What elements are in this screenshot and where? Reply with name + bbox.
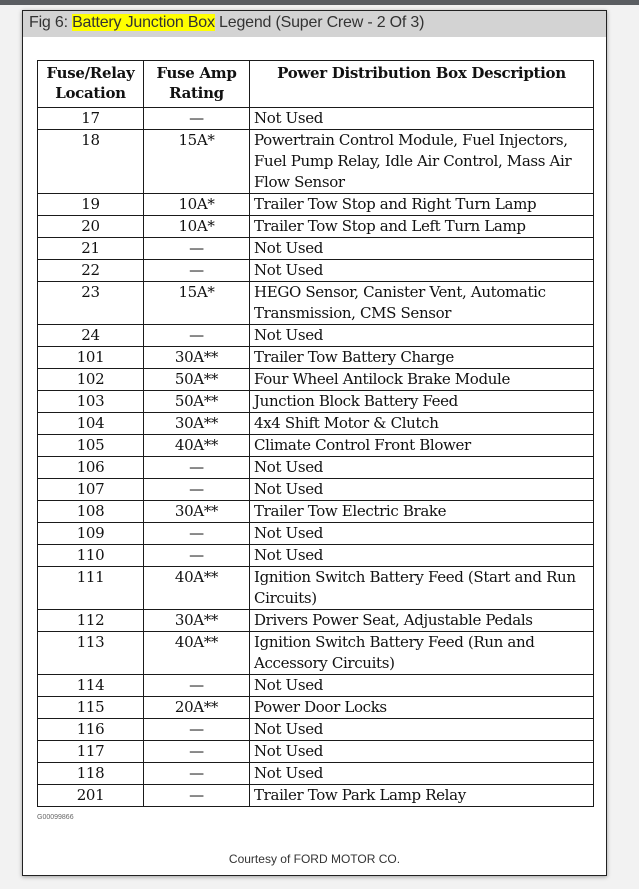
fuse-location-cell: 106 [38, 457, 144, 479]
description-cell: Not Used [250, 741, 594, 763]
fuse-location-cell: 107 [38, 479, 144, 501]
amp-rating-cell: — [144, 108, 250, 130]
table-row [38, 719, 594, 741]
title-highlight: Battery Junction Box [72, 14, 215, 31]
table-row [38, 216, 594, 238]
table-row [38, 391, 594, 413]
description-cell: Not Used [250, 325, 594, 347]
description-cell: Trailer Tow Battery Charge [250, 347, 594, 369]
courtesy-credit: Courtesy of FORD MOTOR CO. [228, 852, 401, 866]
header-location-line2: Location [55, 84, 126, 102]
table-row [38, 194, 594, 216]
description-cell: Ignition Switch Battery Feed (Run and Accessory Circuits) [250, 632, 594, 675]
amp-rating-cell: 40A** [144, 632, 250, 675]
table-row [38, 632, 594, 675]
table-row [38, 785, 594, 807]
fuse-location-cell: 22 [38, 260, 144, 282]
amp-rating-cell: 50A** [144, 369, 250, 391]
description-cell: Not Used [250, 108, 594, 130]
fuse-location-cell: 19 [38, 194, 144, 216]
amp-rating-cell: — [144, 675, 250, 697]
description-cell: Powertrain Control Module, Fuel Injectors, Fuel Pump Relay, Idle Air Control, Mass Air Flow Sensor [250, 130, 594, 194]
description-cell: Not Used [250, 763, 594, 785]
fuse-location-cell: 24 [38, 325, 144, 347]
table-row [38, 741, 594, 763]
table-header-row [38, 61, 594, 108]
amp-rating-cell: 50A** [144, 391, 250, 413]
description-cell: Four Wheel Antilock Brake Module [250, 369, 594, 391]
amp-rating-cell: 15A* [144, 282, 250, 325]
table-row [38, 523, 594, 545]
fuse-location-cell: 108 [38, 501, 144, 523]
fuse-location-cell: 104 [38, 413, 144, 435]
description-cell: Drivers Power Seat, Adjustable Pedals [250, 610, 594, 632]
table-row [38, 567, 594, 610]
fuse-location-cell: 118 [38, 763, 144, 785]
fuse-location-cell: 115 [38, 697, 144, 719]
table-row [38, 675, 594, 697]
amp-rating-cell: — [144, 479, 250, 501]
amp-rating-cell: 30A** [144, 413, 250, 435]
fuse-location-cell: 101 [38, 347, 144, 369]
fuse-location-cell: 113 [38, 632, 144, 675]
amp-rating-cell: — [144, 763, 250, 785]
fuse-location-cell: 117 [38, 741, 144, 763]
table-row [38, 501, 594, 523]
amp-rating-cell: 10A* [144, 194, 250, 216]
description-cell: Not Used [250, 238, 594, 260]
table-row [38, 238, 594, 260]
fuse-location-cell: 21 [38, 238, 144, 260]
description-cell: Trailer Tow Stop and Right Turn Lamp [250, 194, 594, 216]
fuse-location-cell: 102 [38, 369, 144, 391]
fuse-location-cell: 112 [38, 610, 144, 632]
amp-rating-cell: 20A** [144, 697, 250, 719]
description-cell: Not Used [250, 457, 594, 479]
amp-rating-cell: — [144, 260, 250, 282]
description-cell: Power Door Locks [250, 697, 594, 719]
amp-rating-cell: — [144, 457, 250, 479]
amp-rating-cell: 40A** [144, 567, 250, 610]
description-cell: Not Used [250, 479, 594, 501]
header-location [38, 61, 144, 108]
description-cell: Not Used [250, 523, 594, 545]
amp-rating-cell: — [144, 719, 250, 741]
description-cell: Trailer Tow Park Lamp Relay [250, 785, 594, 807]
description-cell: Junction Block Battery Feed [250, 391, 594, 413]
fuse-location-cell: 17 [38, 108, 144, 130]
table-body [38, 108, 594, 807]
description-cell: Trailer Tow Electric Brake [250, 501, 594, 523]
fuse-location-cell: 201 [38, 785, 144, 807]
graphic-code: G00099866 [37, 814, 74, 821]
table-row [38, 545, 594, 567]
fuse-location-cell: 116 [38, 719, 144, 741]
fuse-location-cell: 105 [38, 435, 144, 457]
table-row [38, 435, 594, 457]
amp-rating-cell: — [144, 238, 250, 260]
description-cell: Climate Control Front Blower [250, 435, 594, 457]
amp-rating-cell: — [144, 325, 250, 347]
description-cell: Trailer Tow Stop and Left Turn Lamp [250, 216, 594, 238]
table-row [38, 108, 594, 130]
table-row [38, 697, 594, 719]
description-cell: Not Used [250, 545, 594, 567]
header-description: Power Distribution Box Description [250, 61, 594, 108]
description-cell: Not Used [250, 719, 594, 741]
table-row [38, 457, 594, 479]
table-row [38, 282, 594, 325]
amp-rating-cell: 15A* [144, 130, 250, 194]
header-rating-line2: Rating [169, 84, 224, 102]
fuse-location-cell: 114 [38, 675, 144, 697]
table-row [38, 413, 594, 435]
figure-title [29, 14, 424, 32]
table-row [38, 130, 594, 194]
table-row [38, 479, 594, 501]
amp-rating-cell: — [144, 785, 250, 807]
amp-rating-cell: — [144, 523, 250, 545]
description-cell: HEGO Sensor, Canister Vent, Automatic Transmission, CMS Sensor [250, 282, 594, 325]
figure-card [22, 10, 607, 876]
amp-rating-cell: — [144, 545, 250, 567]
amp-rating-cell: 10A* [144, 216, 250, 238]
header-rating [144, 61, 250, 108]
table-row [38, 763, 594, 785]
table-row [38, 325, 594, 347]
fuse-location-cell: 23 [38, 282, 144, 325]
table-row [38, 260, 594, 282]
amp-rating-cell: 40A** [144, 435, 250, 457]
title-suffix: Legend (Super Crew - 2 Of 3) [214, 14, 425, 31]
fuse-location-cell: 109 [38, 523, 144, 545]
amp-rating-cell: 30A** [144, 501, 250, 523]
description-cell: Not Used [250, 260, 594, 282]
fuse-location-cell: 110 [38, 545, 144, 567]
amp-rating-cell: 30A** [144, 610, 250, 632]
table-row [38, 369, 594, 391]
description-cell: Ignition Switch Battery Feed (Start and Run Circuits) [250, 567, 594, 610]
header-location-line1: Fuse/Relay [46, 64, 135, 82]
fuse-location-cell: 103 [38, 391, 144, 413]
amp-rating-cell: — [144, 741, 250, 763]
table-row [38, 610, 594, 632]
table-row [38, 347, 594, 369]
figure-title-bar [23, 11, 606, 37]
description-cell: 4x4 Shift Motor & Clutch [250, 413, 594, 435]
fuse-legend-table [37, 60, 594, 807]
fuse-location-cell: 18 [38, 130, 144, 194]
title-prefix: Fig 6: [29, 14, 73, 31]
description-cell: Not Used [250, 675, 594, 697]
header-rating-line1: Fuse Amp [156, 64, 237, 82]
fuse-location-cell: 111 [38, 567, 144, 610]
top-bar [0, 0, 639, 5]
amp-rating-cell: 30A** [144, 347, 250, 369]
fuse-location-cell: 20 [38, 216, 144, 238]
